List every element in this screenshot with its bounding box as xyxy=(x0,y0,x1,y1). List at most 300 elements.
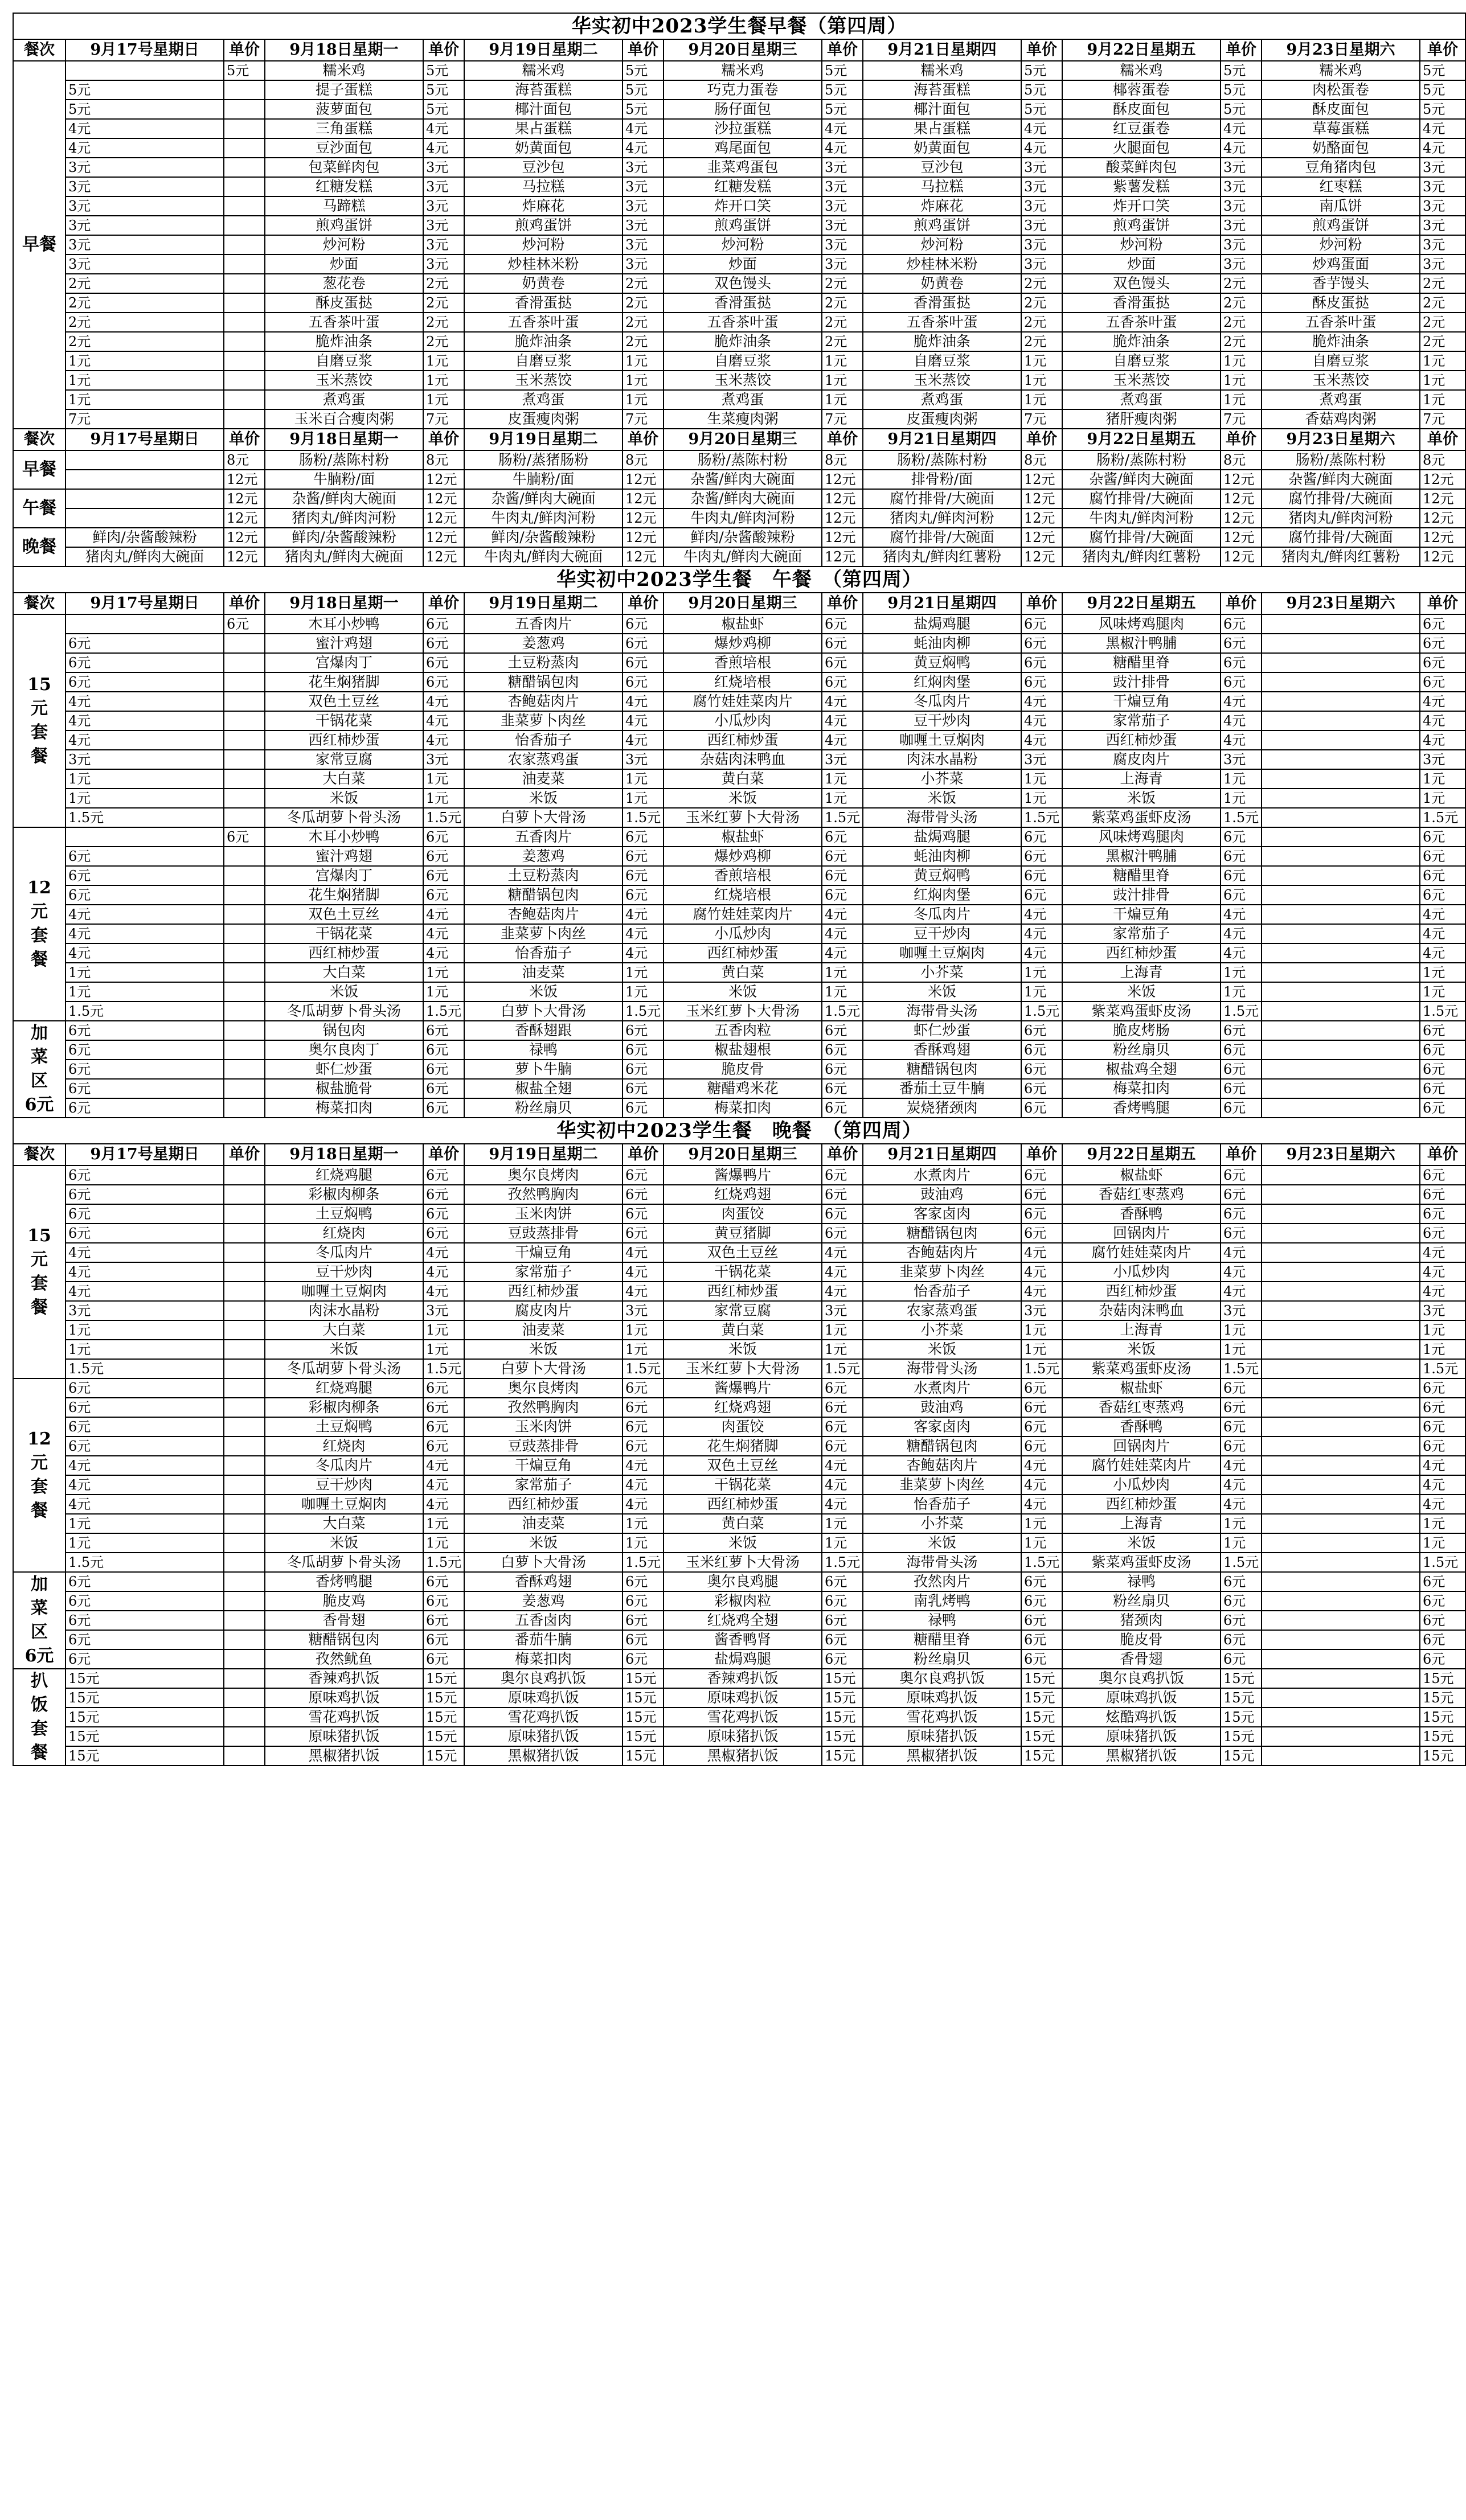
price-cell: 4元 xyxy=(423,1243,464,1262)
price-cell: 6元 xyxy=(822,653,863,672)
price-cell: 6元 xyxy=(1021,1185,1062,1204)
dish-cell xyxy=(1262,1359,1420,1378)
price-cell: 4元 xyxy=(623,711,664,730)
dish-cell: 香烤鸭腿 xyxy=(1062,1098,1221,1118)
dish-cell: 雪花鸡扒饭 xyxy=(265,1708,423,1727)
dish-cell: 粉丝扇贝 xyxy=(1062,1040,1221,1060)
price-cell: 2元 xyxy=(423,332,464,351)
dish-cell: 红焖肉堡 xyxy=(863,672,1021,692)
price-cell: 1元 xyxy=(1221,351,1262,371)
price-cell: 6元 xyxy=(423,614,464,634)
price-cell: 4元 xyxy=(1221,943,1262,963)
price-cell: 1元 xyxy=(1021,371,1062,390)
dish-cell: 白萝卜大骨汤 xyxy=(464,1002,623,1021)
price-cell: 15元 xyxy=(822,1727,863,1746)
dish-cell: 粉丝扇贝 xyxy=(1062,1591,1221,1611)
price-cell: 3元 xyxy=(423,196,464,216)
price-cell: 4元 xyxy=(423,138,464,158)
dish-cell: 五香肉片 xyxy=(464,827,623,847)
dish-cell: 杂菇肉沫鸭血 xyxy=(664,750,822,769)
dish-cell: 大白菜 xyxy=(265,769,423,789)
day-column-header: 9月20日星期三 xyxy=(664,1144,822,1165)
dish-cell xyxy=(1262,1475,1420,1495)
dish-cell: 西红柿炒蛋 xyxy=(664,1495,822,1514)
price-cell: 15元 xyxy=(623,1669,664,1688)
price-column-header: 单价 xyxy=(1021,39,1062,61)
dish-cell: 爆炒鸡柳 xyxy=(664,634,822,653)
price-cell: 4元 xyxy=(1420,1456,1465,1475)
menu-row xyxy=(13,1378,1465,1398)
day-column-header: 9月22日星期五 xyxy=(1062,593,1221,614)
price-cell: 4元 xyxy=(623,138,664,158)
menu-row xyxy=(13,528,1465,547)
price-cell: 6元 xyxy=(1221,1185,1262,1204)
price-cell xyxy=(224,158,265,177)
price-cell: 1元 xyxy=(423,789,464,808)
dish-cell: 米饭 xyxy=(1062,982,1221,1002)
price-cell: 1元 xyxy=(1221,789,1262,808)
price-cell: 1.5元 xyxy=(822,1002,863,1021)
dish-cell: 紫菜鸡蛋虾皮汤 xyxy=(1062,1359,1221,1378)
price-cell: 6元 xyxy=(822,1591,863,1611)
menu-row xyxy=(13,332,1465,351)
price-cell: 6元 xyxy=(623,1079,664,1098)
price-cell xyxy=(224,351,265,371)
dish-cell: 玉米百合瘦肉粥 xyxy=(265,409,423,429)
price-cell: 6元 xyxy=(423,866,464,885)
meal-category-label-part: 元 xyxy=(31,699,48,719)
price-cell: 4元 xyxy=(1420,730,1465,750)
price-cell: 6元 xyxy=(423,1649,464,1669)
price-cell: 2元 xyxy=(623,293,664,313)
day-column-header: 9月21日星期四 xyxy=(863,39,1021,61)
dish-cell: 煎鸡蛋饼 xyxy=(265,216,423,235)
price-cell: 6元 xyxy=(1221,1021,1262,1040)
price-cell xyxy=(224,1417,265,1437)
dish-cell: 玉米红萝卜大骨汤 xyxy=(664,1553,822,1572)
price-cell: 1.5元 xyxy=(623,1359,664,1378)
price-cell: 4元 xyxy=(1221,1243,1262,1262)
menu-row xyxy=(13,1320,1465,1340)
price-cell: 6元 xyxy=(623,1098,664,1118)
dish-cell xyxy=(1262,1282,1420,1301)
price-cell: 12元 xyxy=(1021,508,1062,528)
menu-row xyxy=(13,255,1465,274)
menu-row xyxy=(13,1301,1465,1320)
dish-cell: 炒桂林米粉 xyxy=(863,255,1021,274)
menu-row xyxy=(13,1591,1465,1611)
dish-cell: 大白菜 xyxy=(265,1320,423,1340)
price-cell: 3元 xyxy=(423,1301,464,1320)
price-cell xyxy=(224,1185,265,1204)
price-column-header: 单价 xyxy=(423,429,464,450)
price-cell: 1元 xyxy=(1021,351,1062,371)
menu-row xyxy=(13,1040,1465,1060)
dish-cell: 肉蛋饺 xyxy=(664,1417,822,1437)
price-cell: 15元 xyxy=(623,1708,664,1727)
price-cell: 5元 xyxy=(623,100,664,119)
menu-row xyxy=(13,1165,1465,1185)
price-cell: 3元 xyxy=(822,158,863,177)
dish-cell: 家常豆腐 xyxy=(664,1301,822,1320)
price-cell: 4元 xyxy=(822,1243,863,1262)
dish-cell xyxy=(65,61,224,80)
dish-cell: 原味猪扒饭 xyxy=(664,1727,822,1746)
dish-cell: 牛肉丸/鲜肉河粉 xyxy=(664,508,822,528)
price-cell: 4元 xyxy=(623,730,664,750)
menu-row xyxy=(13,1021,1465,1040)
column-header-row xyxy=(13,39,1465,61)
dish-cell: 紫菜鸡蛋虾皮汤 xyxy=(1062,808,1221,827)
dish-cell: 原味猪扒饭 xyxy=(863,1727,1021,1746)
dish-cell xyxy=(1262,1591,1420,1611)
price-cell: 6元 xyxy=(1221,885,1262,905)
price-cell: 6元 xyxy=(1221,653,1262,672)
dish-cell: 酱爆鸭片 xyxy=(664,1378,822,1398)
price-cell: 4元 xyxy=(822,119,863,138)
dish-cell: 原味猪扒饭 xyxy=(265,1727,423,1746)
dish-cell: 火腿面包 xyxy=(1062,138,1221,158)
dish-cell: 雪花鸡扒饭 xyxy=(464,1708,623,1727)
dish-cell xyxy=(1262,1553,1420,1572)
dish-cell: 炒面 xyxy=(664,255,822,274)
price-cell: 4元 xyxy=(423,1475,464,1495)
price-cell: 6元 xyxy=(623,1224,664,1243)
price-cell: 6元 xyxy=(623,1649,664,1669)
price-cell: 6元 xyxy=(623,1572,664,1591)
dish-cell xyxy=(1262,1533,1420,1553)
price-cell: 6元 xyxy=(423,1572,464,1591)
menu-row xyxy=(13,963,1465,982)
column-header-row xyxy=(13,1144,1465,1165)
dish-cell: 香酥翅跟 xyxy=(464,1021,623,1040)
price-cell xyxy=(224,80,265,100)
price-cell: 1元 xyxy=(1420,982,1465,1002)
price-cell: 3元 xyxy=(1021,216,1062,235)
price-cell: 6元 xyxy=(623,1021,664,1040)
price-cell: 15元 xyxy=(1420,1727,1465,1746)
column-header-row xyxy=(13,593,1465,614)
dish-cell: 玉米蒸饺 xyxy=(1062,371,1221,390)
column-header-row xyxy=(13,429,1465,450)
dish-cell: 米饭 xyxy=(1062,1533,1221,1553)
price-cell: 6元 xyxy=(423,672,464,692)
price-cell: 6元 xyxy=(1420,866,1465,885)
dish-cell: 黑椒猪扒饭 xyxy=(863,1746,1021,1766)
dish-cell: 咖喱土豆焖肉 xyxy=(265,1495,423,1514)
dish-cell: 排骨粉/面 xyxy=(863,470,1021,489)
price-cell: 5元 xyxy=(65,80,224,100)
price-cell: 4元 xyxy=(65,943,224,963)
dish-cell: 五香卤肉 xyxy=(464,1611,623,1630)
dish-cell: 炒河粉 xyxy=(1062,235,1221,255)
price-cell: 6元 xyxy=(65,1040,224,1060)
dish-cell xyxy=(1262,1185,1420,1204)
dish-cell: 肠粉/蒸陈村粉 xyxy=(1262,450,1420,470)
price-cell: 3元 xyxy=(623,158,664,177)
dish-cell: 西红柿炒蛋 xyxy=(265,730,423,750)
meal-category-label-part: 12 xyxy=(27,1429,51,1449)
price-cell: 6元 xyxy=(423,634,464,653)
price-cell: 6元 xyxy=(822,1611,863,1630)
price-cell: 6元 xyxy=(623,1398,664,1417)
day-column-header: 9月22日星期五 xyxy=(1062,429,1221,450)
meal-category-label-part: 套 xyxy=(31,1477,48,1497)
dish-cell: 牛腩粉/面 xyxy=(464,470,623,489)
dish-cell: 酱香鸭肾 xyxy=(664,1630,822,1649)
price-cell: 3元 xyxy=(623,216,664,235)
dish-cell: 马拉糕 xyxy=(863,177,1021,196)
price-cell: 1元 xyxy=(65,1320,224,1340)
price-cell: 6元 xyxy=(1221,1611,1262,1630)
dish-cell: 孜然鸭胸肉 xyxy=(464,1398,623,1417)
dish-cell: 五香肉粒 xyxy=(664,1021,822,1040)
price-cell: 2元 xyxy=(65,332,224,351)
dish-cell: 西红柿炒蛋 xyxy=(1062,1495,1221,1514)
dish-cell: 孜然肉片 xyxy=(863,1572,1021,1591)
menu-row xyxy=(13,847,1465,866)
menu-row xyxy=(13,1456,1465,1475)
price-cell: 6元 xyxy=(1021,1378,1062,1398)
dish-cell: 家常豆腐 xyxy=(265,750,423,769)
price-cell: 3元 xyxy=(1420,177,1465,196)
price-cell: 12元 xyxy=(224,489,265,508)
price-cell: 1.5元 xyxy=(623,1002,664,1021)
price-cell: 6元 xyxy=(1420,1185,1465,1204)
price-cell: 12元 xyxy=(1221,508,1262,528)
dish-cell: 腐竹娃娃菜肉片 xyxy=(1062,1456,1221,1475)
weekly-menu-table xyxy=(13,13,1466,1766)
dish-cell: 咖喱土豆焖肉 xyxy=(863,730,1021,750)
meal-category-label-part: 饭 xyxy=(31,1695,48,1715)
price-cell: 12元 xyxy=(822,489,863,508)
dish-cell: 脆炸油条 xyxy=(664,332,822,351)
dish-cell: 冬瓜胡萝卜骨头汤 xyxy=(265,1002,423,1021)
dish-cell: 奶黄面包 xyxy=(863,138,1021,158)
dish-cell: 糖醋锅包肉 xyxy=(265,1630,423,1649)
menu-row xyxy=(13,866,1465,885)
dish-cell: 糖醋里脊 xyxy=(1062,866,1221,885)
meal-category-label xyxy=(13,1165,65,1378)
dish-cell: 香煎培根 xyxy=(664,653,822,672)
dish-cell xyxy=(1262,1243,1420,1262)
price-cell: 12元 xyxy=(1021,547,1062,567)
dish-cell xyxy=(1262,924,1420,943)
price-cell: 1元 xyxy=(65,371,224,390)
price-cell: 1元 xyxy=(423,1533,464,1553)
price-cell: 6元 xyxy=(1021,1572,1062,1591)
dish-cell xyxy=(1262,1204,1420,1224)
dish-cell: 自磨豆浆 xyxy=(664,351,822,371)
dish-cell: 怡香茄子 xyxy=(863,1282,1021,1301)
meal-category-label-part: 6元 xyxy=(24,1095,54,1115)
dish-cell xyxy=(1262,1456,1420,1475)
price-cell: 12元 xyxy=(423,547,464,567)
price-cell: 1元 xyxy=(65,351,224,371)
price-cell: 6元 xyxy=(822,1649,863,1669)
price-cell: 15元 xyxy=(1420,1708,1465,1727)
dish-cell: 糖醋锅包肉 xyxy=(863,1437,1021,1456)
price-cell: 4元 xyxy=(423,1262,464,1282)
price-cell xyxy=(224,924,265,943)
dish-cell: 香菇红枣蒸鸡 xyxy=(1062,1398,1221,1417)
price-cell: 15元 xyxy=(822,1669,863,1688)
dish-cell: 西红柿炒蛋 xyxy=(664,943,822,963)
price-cell: 6元 xyxy=(1021,1611,1062,1630)
price-column-header: 单价 xyxy=(1221,39,1262,61)
menu-row xyxy=(13,1243,1465,1262)
price-cell: 6元 xyxy=(65,1572,224,1591)
dish-cell: 西红柿炒蛋 xyxy=(464,1495,623,1514)
price-cell: 1.5元 xyxy=(822,1553,863,1572)
dish-cell: 香煎培根 xyxy=(664,866,822,885)
price-cell xyxy=(224,1495,265,1514)
dish-cell: 糯米鸡 xyxy=(863,61,1021,80)
dish-cell: 禄鸭 xyxy=(464,1040,623,1060)
menu-row xyxy=(13,1359,1465,1378)
day-column-header: 9月20日星期三 xyxy=(664,429,822,450)
price-cell xyxy=(224,634,265,653)
price-cell: 6元 xyxy=(1221,866,1262,885)
price-cell: 6元 xyxy=(822,1185,863,1204)
dish-cell: 糖醋锅包肉 xyxy=(863,1224,1021,1243)
price-cell: 3元 xyxy=(1021,235,1062,255)
dish-cell xyxy=(1262,1320,1420,1340)
price-cell xyxy=(224,1727,265,1746)
price-cell: 4元 xyxy=(623,924,664,943)
price-cell: 6元 xyxy=(1221,614,1262,634)
price-cell: 1元 xyxy=(822,1533,863,1553)
meal-category-label-part: 15 xyxy=(27,675,51,695)
price-cell: 1元 xyxy=(623,1340,664,1359)
dish-cell: 椒盐虾 xyxy=(664,827,822,847)
price-cell: 4元 xyxy=(1420,119,1465,138)
dish-cell: 豉油鸡 xyxy=(863,1185,1021,1204)
price-cell: 2元 xyxy=(1420,313,1465,332)
dish-cell: 肠粉/蒸猪肠粉 xyxy=(464,450,623,470)
price-cell: 3元 xyxy=(1021,255,1062,274)
menu-row xyxy=(13,982,1465,1002)
price-cell: 2元 xyxy=(1221,274,1262,293)
price-cell: 6元 xyxy=(65,653,224,672)
price-column-header: 单价 xyxy=(1420,39,1465,61)
menu-row xyxy=(13,1204,1465,1224)
price-cell: 2元 xyxy=(1021,274,1062,293)
dish-cell: 玉米红萝卜大骨汤 xyxy=(664,1002,822,1021)
price-cell: 15元 xyxy=(1021,1669,1062,1688)
price-cell: 3元 xyxy=(822,750,863,769)
price-cell: 15元 xyxy=(423,1688,464,1708)
dish-cell: 家常茄子 xyxy=(1062,711,1221,730)
dish-cell: 糯米鸡 xyxy=(1062,61,1221,80)
dish-cell: 香骨翅 xyxy=(265,1611,423,1630)
dish-cell: 回锅肉片 xyxy=(1062,1437,1221,1456)
price-cell: 4元 xyxy=(1420,1282,1465,1301)
price-cell: 2元 xyxy=(1021,313,1062,332)
price-cell xyxy=(224,769,265,789)
price-cell: 5元 xyxy=(1021,80,1062,100)
price-cell xyxy=(224,255,265,274)
menu-row xyxy=(13,1098,1465,1118)
menu-row xyxy=(13,547,1465,567)
dish-cell: 双色土豆丝 xyxy=(265,905,423,924)
price-cell: 6元 xyxy=(423,1098,464,1118)
price-cell: 2元 xyxy=(65,293,224,313)
dish-cell xyxy=(65,450,224,470)
dish-cell: 油麦菜 xyxy=(464,1514,623,1533)
dish-cell xyxy=(1262,1398,1420,1417)
dish-cell: 酥皮蛋挞 xyxy=(265,293,423,313)
dish-cell xyxy=(1262,1165,1420,1185)
price-cell xyxy=(224,866,265,885)
price-cell xyxy=(224,313,265,332)
price-cell: 6元 xyxy=(65,1185,224,1204)
dish-cell: 西红柿炒蛋 xyxy=(1062,1282,1221,1301)
price-cell: 15元 xyxy=(822,1708,863,1727)
price-column-header: 单价 xyxy=(1021,1144,1062,1165)
section-title: 华实初中2023学生餐 午餐 （第四周） xyxy=(13,567,1465,593)
price-cell: 6元 xyxy=(423,1040,464,1060)
dish-cell: 煮鸡蛋 xyxy=(863,390,1021,409)
price-cell: 1元 xyxy=(1420,1514,1465,1533)
price-cell: 1元 xyxy=(623,1320,664,1340)
price-cell: 1元 xyxy=(623,789,664,808)
price-cell: 6元 xyxy=(1021,1224,1062,1243)
dish-cell: 菠萝面包 xyxy=(265,100,423,119)
dish-cell: 肠粉/蒸陈村粉 xyxy=(1062,450,1221,470)
dish-cell: 糖醋里脊 xyxy=(863,1630,1021,1649)
price-cell: 6元 xyxy=(1420,1060,1465,1079)
dish-cell: 怡香茄子 xyxy=(863,1495,1021,1514)
price-cell: 3元 xyxy=(1021,1301,1062,1320)
dish-cell: 孜然鸭胸肉 xyxy=(464,1185,623,1204)
price-cell: 4元 xyxy=(623,1456,664,1475)
price-column-header: 单价 xyxy=(623,1144,664,1165)
dish-cell: 猪肉丸/鲜肉大碗面 xyxy=(65,547,224,567)
price-cell: 6元 xyxy=(1420,614,1465,634)
price-cell: 2元 xyxy=(822,293,863,313)
price-column-header: 单价 xyxy=(423,1144,464,1165)
price-cell: 1元 xyxy=(822,982,863,1002)
dish-cell: 牛肉丸/鲜肉大碗面 xyxy=(664,547,822,567)
price-cell: 6元 xyxy=(623,614,664,634)
dish-cell: 生菜瘦肉粥 xyxy=(664,409,822,429)
dish-cell: 豉汁排骨 xyxy=(1062,885,1221,905)
day-column-header: 9月23日星期六 xyxy=(1262,39,1420,61)
price-cell: 6元 xyxy=(623,847,664,866)
price-cell: 1元 xyxy=(65,1533,224,1553)
price-cell: 1元 xyxy=(1021,769,1062,789)
price-cell: 7元 xyxy=(1221,409,1262,429)
dish-cell: 米饭 xyxy=(863,789,1021,808)
dish-cell: 炒鸡蛋面 xyxy=(1262,255,1420,274)
price-cell: 6元 xyxy=(822,827,863,847)
dish-cell: 煮鸡蛋 xyxy=(1062,390,1221,409)
price-cell: 2元 xyxy=(65,274,224,293)
price-cell xyxy=(224,1320,265,1340)
meal-category-label-part: 早餐 xyxy=(22,459,56,479)
price-cell: 4元 xyxy=(1221,1456,1262,1475)
dish-cell: 鲜肉/杂酱酸辣粉 xyxy=(464,528,623,547)
dish-cell: 黑椒汁鸭脯 xyxy=(1062,847,1221,866)
price-cell: 15元 xyxy=(65,1669,224,1688)
price-cell: 7元 xyxy=(423,409,464,429)
price-cell: 4元 xyxy=(65,138,224,158)
price-cell xyxy=(224,1572,265,1591)
menu-row xyxy=(13,1079,1465,1098)
price-cell xyxy=(224,905,265,924)
menu-row xyxy=(13,1727,1465,1746)
